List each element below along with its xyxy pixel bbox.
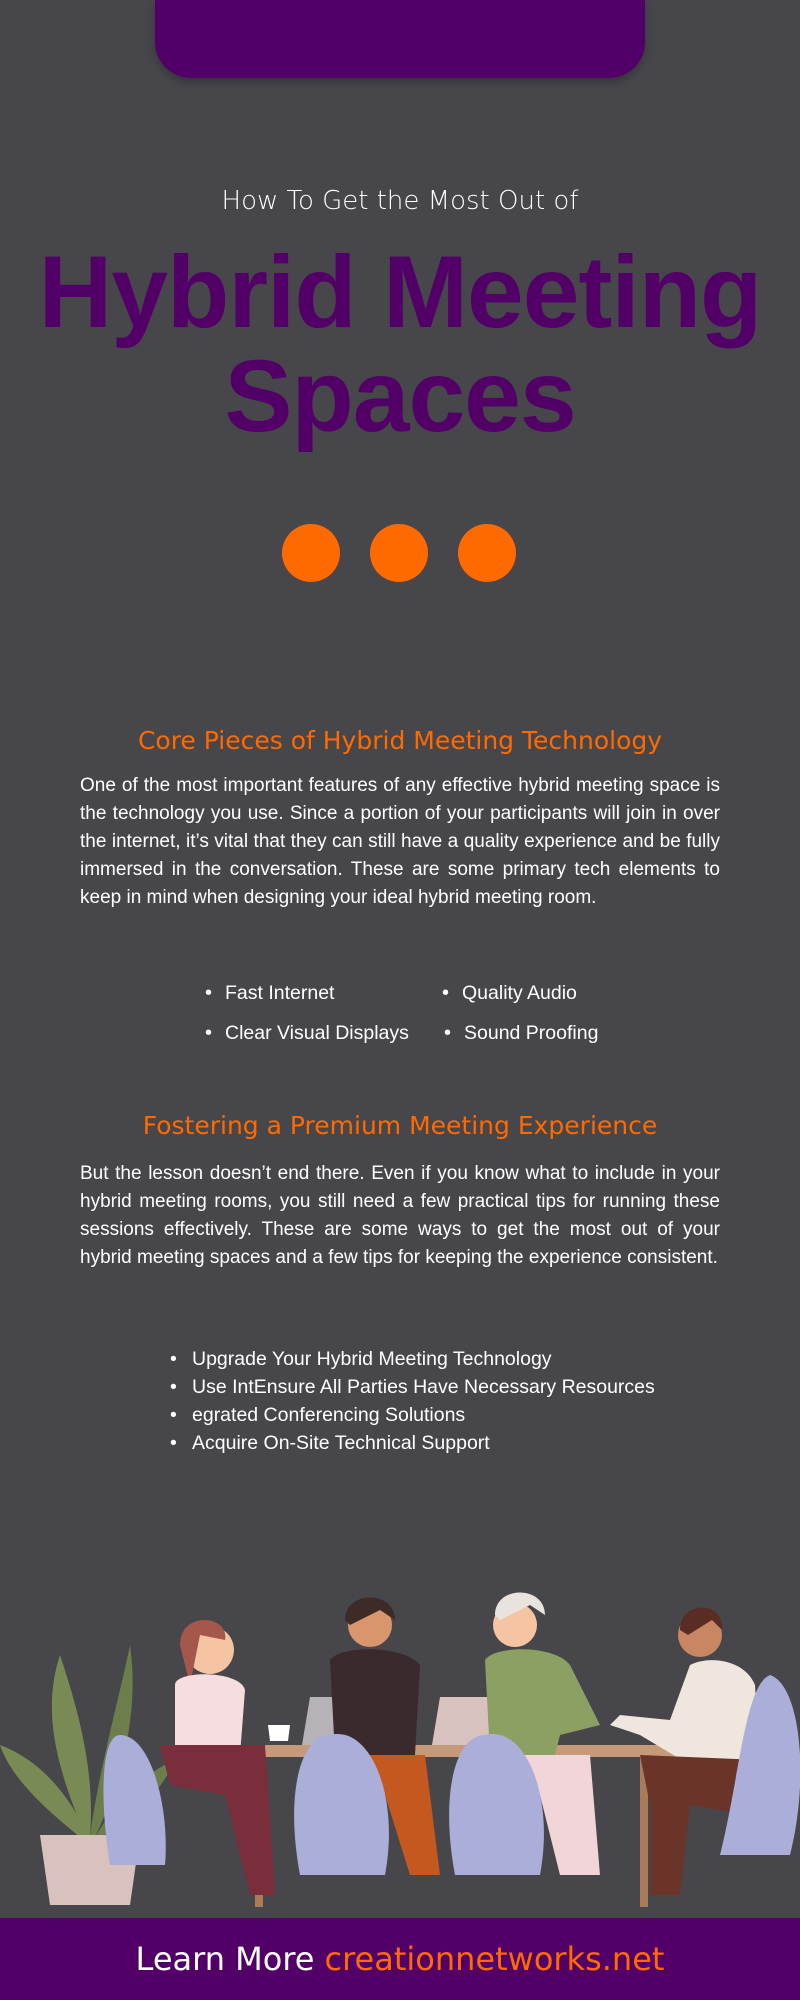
section-body-premium-experience: But the lesson doesn’t end there. Even if you know what to include in your hybrid meeting rooms, you still need a few practical tips for running these sessions effectively. These are some ways to get the most out of your hybrid meeting spaces and a few tips for keeping the experience consistent. bbox=[80, 1163, 720, 1268]
decorative-dots bbox=[0, 524, 800, 582]
title-line-2: Spaces bbox=[224, 339, 576, 453]
list-item: • Use IntEnsure All Parties Have Necessary Resources bbox=[170, 1373, 655, 1401]
title-kicker: How To Get the Most Out of bbox=[221, 186, 579, 216]
list-item: • Clear Visual Displays bbox=[205, 1022, 409, 1045]
title-line-1: Hybrid Meeting bbox=[38, 235, 762, 349]
list-item: • Fast Internet bbox=[205, 982, 334, 1005]
list-item: • Quality Audio bbox=[442, 982, 577, 1005]
list-item: • Sound Proofing bbox=[444, 1022, 598, 1045]
footer-lead-text: Learn More bbox=[135, 1940, 315, 1978]
orange-dot bbox=[282, 524, 340, 582]
footer-bar bbox=[0, 1918, 800, 2000]
list-item: • Upgrade Your Hybrid Meeting Technology bbox=[170, 1345, 655, 1373]
section-heading-core-pieces: Core Pieces of Hybrid Meeting Technology bbox=[137, 726, 663, 755]
orange-dot bbox=[458, 524, 516, 582]
cup-icon bbox=[268, 1725, 290, 1741]
list-item: • egrated Conferencing Solutions bbox=[170, 1401, 655, 1429]
page-title bbox=[0, 235, 800, 453]
footer-website-link[interactable]: creationnetworks.net bbox=[324, 1940, 665, 1978]
section-body-core-pieces: One of the most important features of any effective hybrid meeting space is the technology you use. Since a portion of your participants will join in over the internet, it’s vital that they can still have a quality experience and be fully immersed in the conversation. These are some primary tech elements to keep in mind when designing your ideal hybrid meeting room. bbox=[80, 775, 720, 908]
person-figure bbox=[160, 1620, 275, 1895]
chair bbox=[103, 1735, 165, 1865]
section-heading-premium-experience: Fostering a Premium Meeting Experience bbox=[142, 1111, 658, 1140]
orange-dot bbox=[370, 524, 428, 582]
tips-list bbox=[170, 1345, 655, 1457]
top-banner-tab bbox=[155, 0, 645, 78]
meeting-illustration bbox=[0, 1575, 800, 1920]
list-item: • Acquire On-Site Technical Support bbox=[170, 1429, 655, 1457]
